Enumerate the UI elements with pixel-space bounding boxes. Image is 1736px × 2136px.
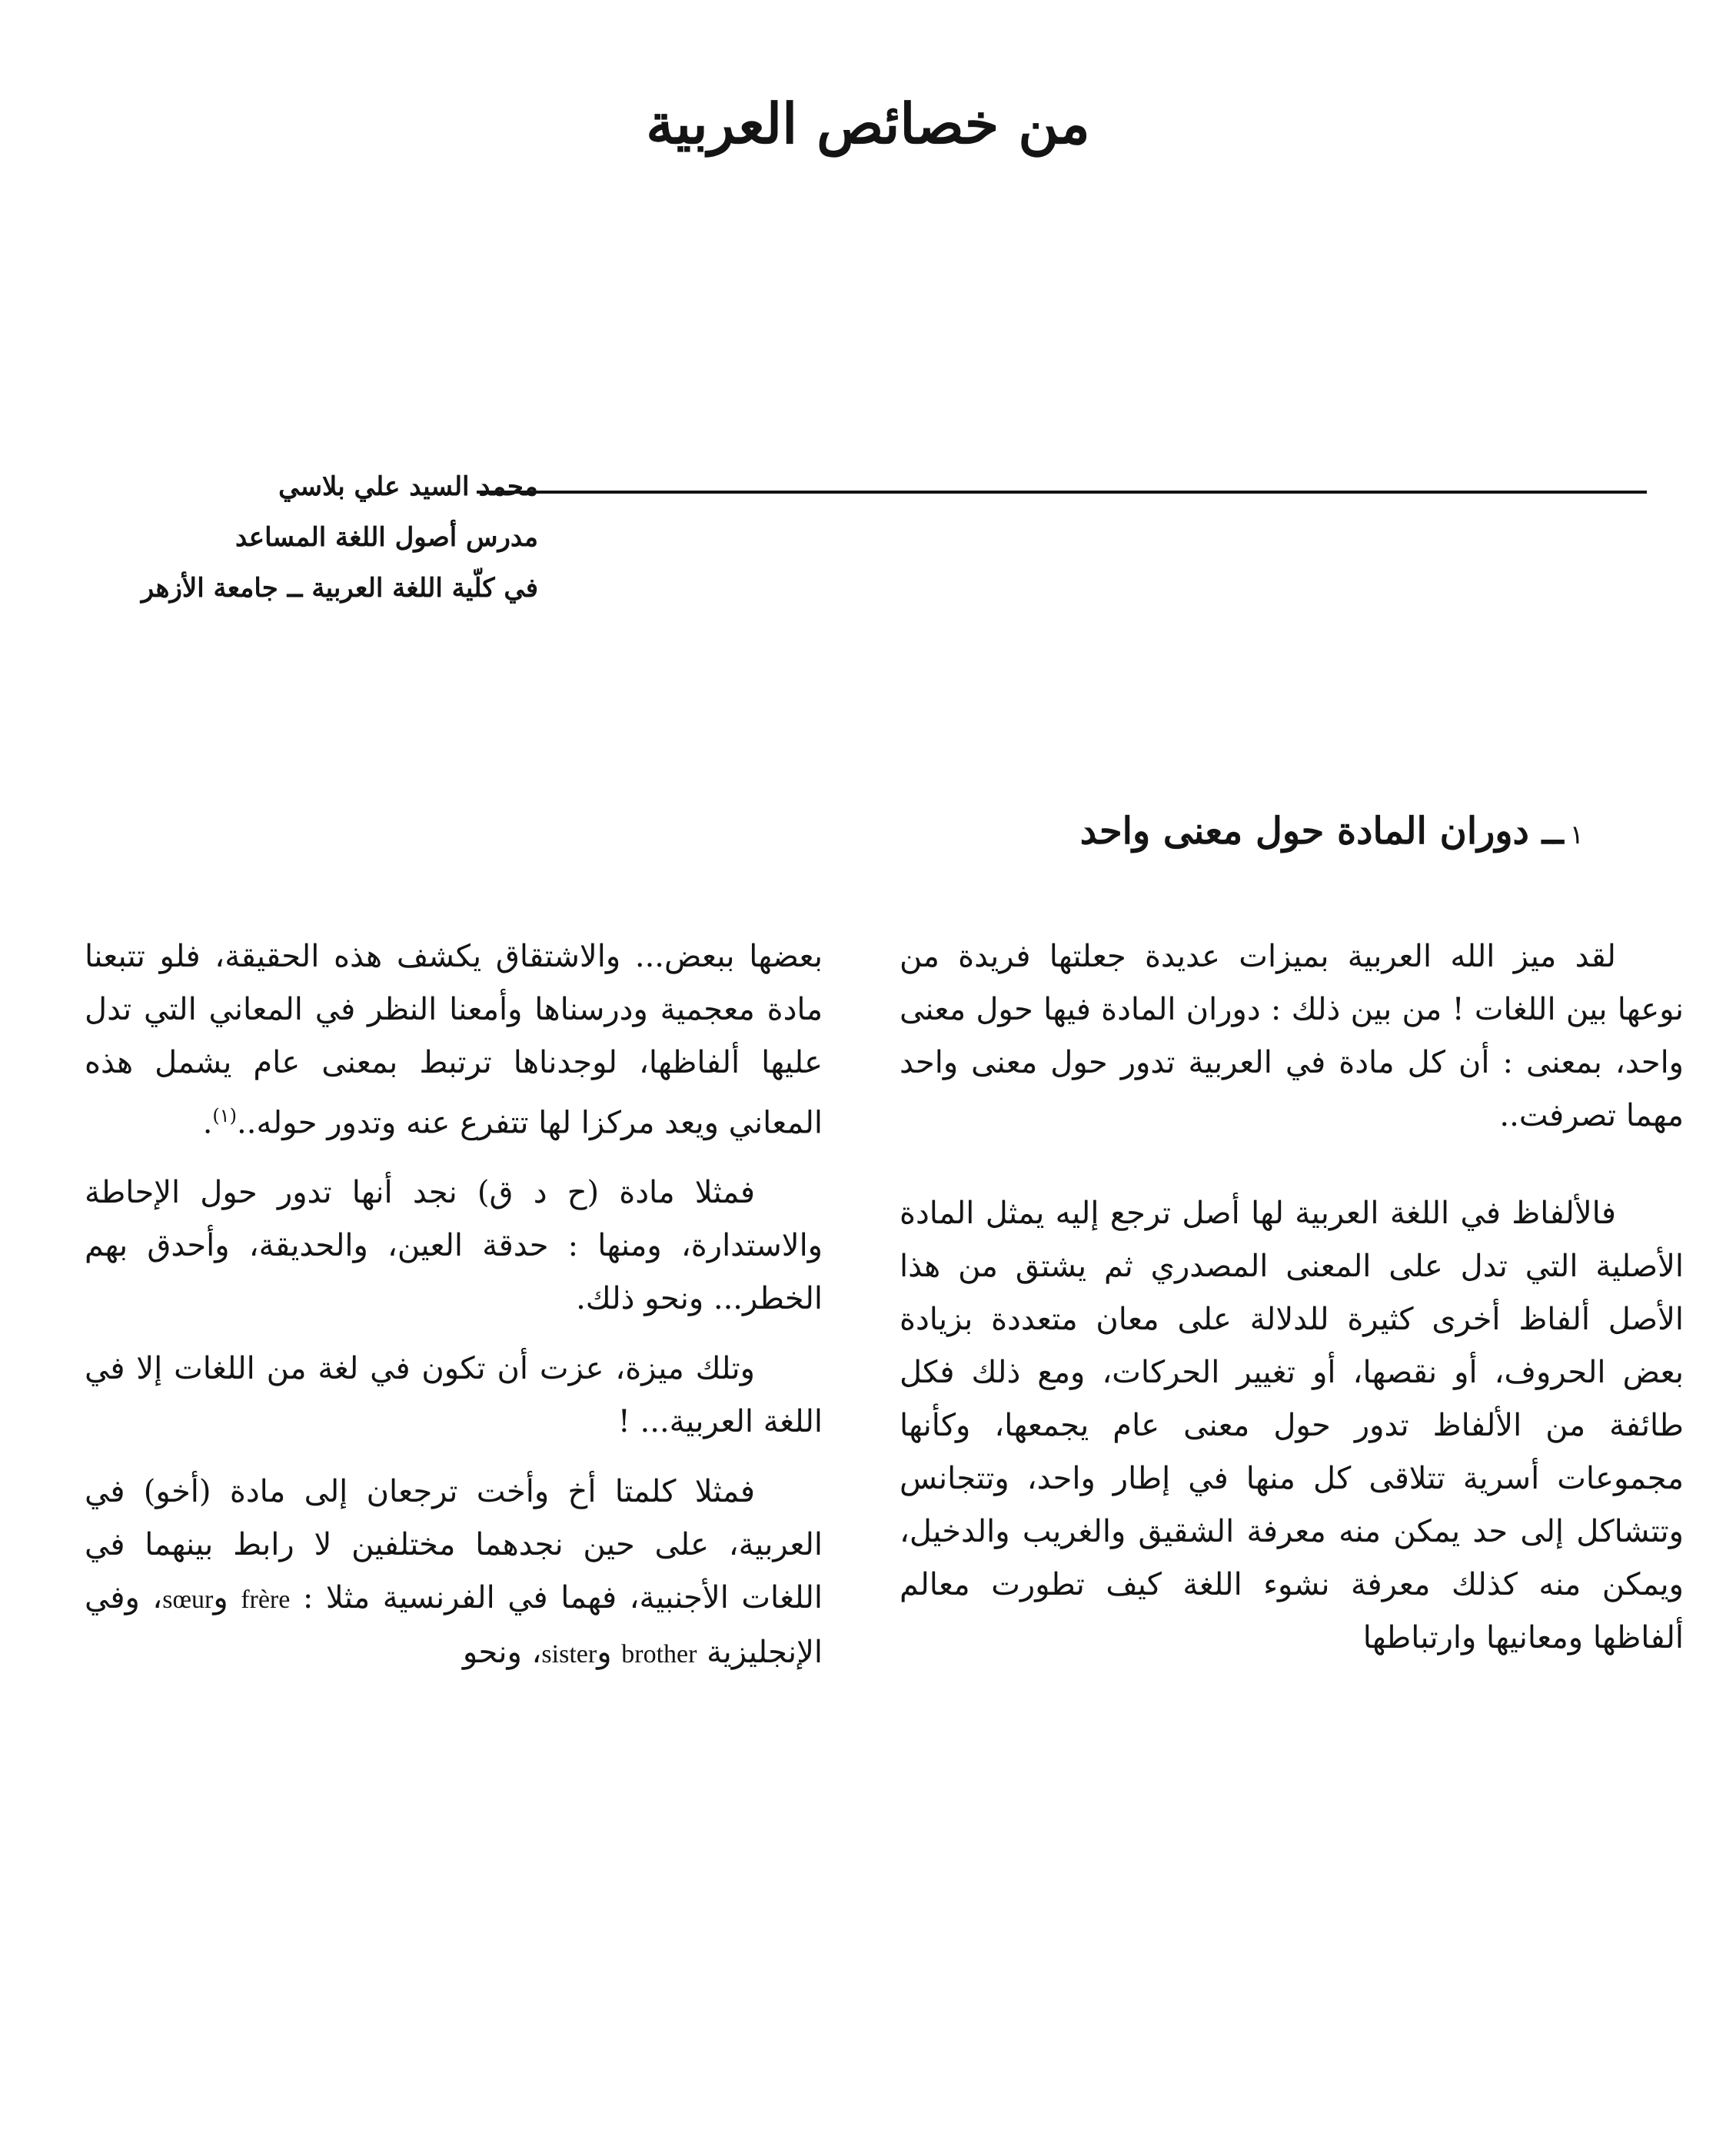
author-name: محمد السيد علي بلاسي (278, 471, 538, 502)
author-affiliation: في كلّية اللغة العربية ــ جامعة الأزهر (141, 573, 538, 604)
french-word-brother: frère (241, 1585, 291, 1615)
footnote-reference: (١) (212, 1105, 238, 1126)
left-paragraph-4-middle: ، وفي الإنجليزية (85, 1580, 823, 1671)
author-block (46, 461, 538, 614)
english-word-sister: sister (541, 1640, 597, 1669)
right-paragraph-1: لقد ميز الله العربية بميزات عديدة جعلتها فريدة من نوعها بين اللغات ! من بين ذلك : دوران المادة فيها حول معنى واحد، بمعنى : أن كل مادة في العربية تدور حول معنى واحد مهما تصرفت.. (900, 939, 1684, 1133)
left-paragraph-1-text: بعضها ببعض... والاشتقاق يكشف هذه الحقيقة، فلو تتبعنا مادة معجمية ودرسناها وأمعنا النظر في المعاني التي تدل عليها ألفاظها، لوجدناها ترتبط بمعنى عام يشمل هذه المعاني ويعد مركزا لها تتفرع عنه وتدور حوله.. (85, 939, 823, 1141)
left-paragraph-4-end: ، ونحو (462, 1635, 542, 1671)
author-position: مدرس أصول اللغة المساعد (234, 522, 538, 553)
left-column (85, 930, 823, 1681)
left-paragraph-4 (85, 1466, 823, 1681)
left-paragraph-3: وتلك ميزة، عزت أن تكون في لغة من اللغات إلا في اللغة العربية... ! (85, 1351, 823, 1440)
left-paragraph-1 (85, 930, 823, 1150)
section-heading (953, 807, 1584, 855)
left-paragraph-4-start: فمثلا كلمتا أخ وأخت ترجعان إلى مادة (أخو) في العربية، على حين نجدهما مختلفين لا رابط بينهما في اللغات الأجنبية، فهما في الفرنسية مثلا : (85, 1474, 823, 1616)
section-number: ١ (1569, 820, 1584, 850)
conjunction-1: و (213, 1580, 228, 1616)
conjunction-2: و (597, 1635, 612, 1671)
left-paragraph-1-end: . (202, 1105, 213, 1141)
english-word-brother: brother (621, 1640, 697, 1669)
left-paragraph-2: فمثلا مادة (ح د ق) نجد أنها تدور حول الإحاطة والاستدارة، ومنها : حدقة العين، والحديقة، وأحدق بهم الخطر... ونحو ذلك. (85, 1175, 823, 1317)
french-word-sister: sœur (162, 1585, 214, 1615)
right-paragraph-2: فالألفاظ في اللغة العربية لها أصل ترجع إليه يمثل المادة الأصلية التي تدل على المعنى المصدري ثم يشتق من هذا الأصل ألفاظ أخرى كثيرة للدلالة على معان متعددة بزيادة بعض الحروف، أو نقصها، أو تغيير الحركات، ومع ذلك فكل طائفة من الألفاظ تدور حول معنى عام يجمعها، وكأنها مجموعات أسرية تتلاقى كل منها في إطار واحد، وتتجانس وتتشاكل إلى حد يمكن منه معرفة الشقيق والغريب والدخيل، ويمكن منه كذلك معرفة نشوء اللغة كيف تطورت معالم ألفاظها ومعانيها وارتباطها (900, 1196, 1684, 1655)
page-title: من خصائص العربية (646, 91, 1090, 156)
right-column (900, 930, 1684, 1665)
section-heading-text: ــ دوران المادة حول معنى واحد (1079, 810, 1564, 853)
author-rule (477, 491, 1647, 494)
